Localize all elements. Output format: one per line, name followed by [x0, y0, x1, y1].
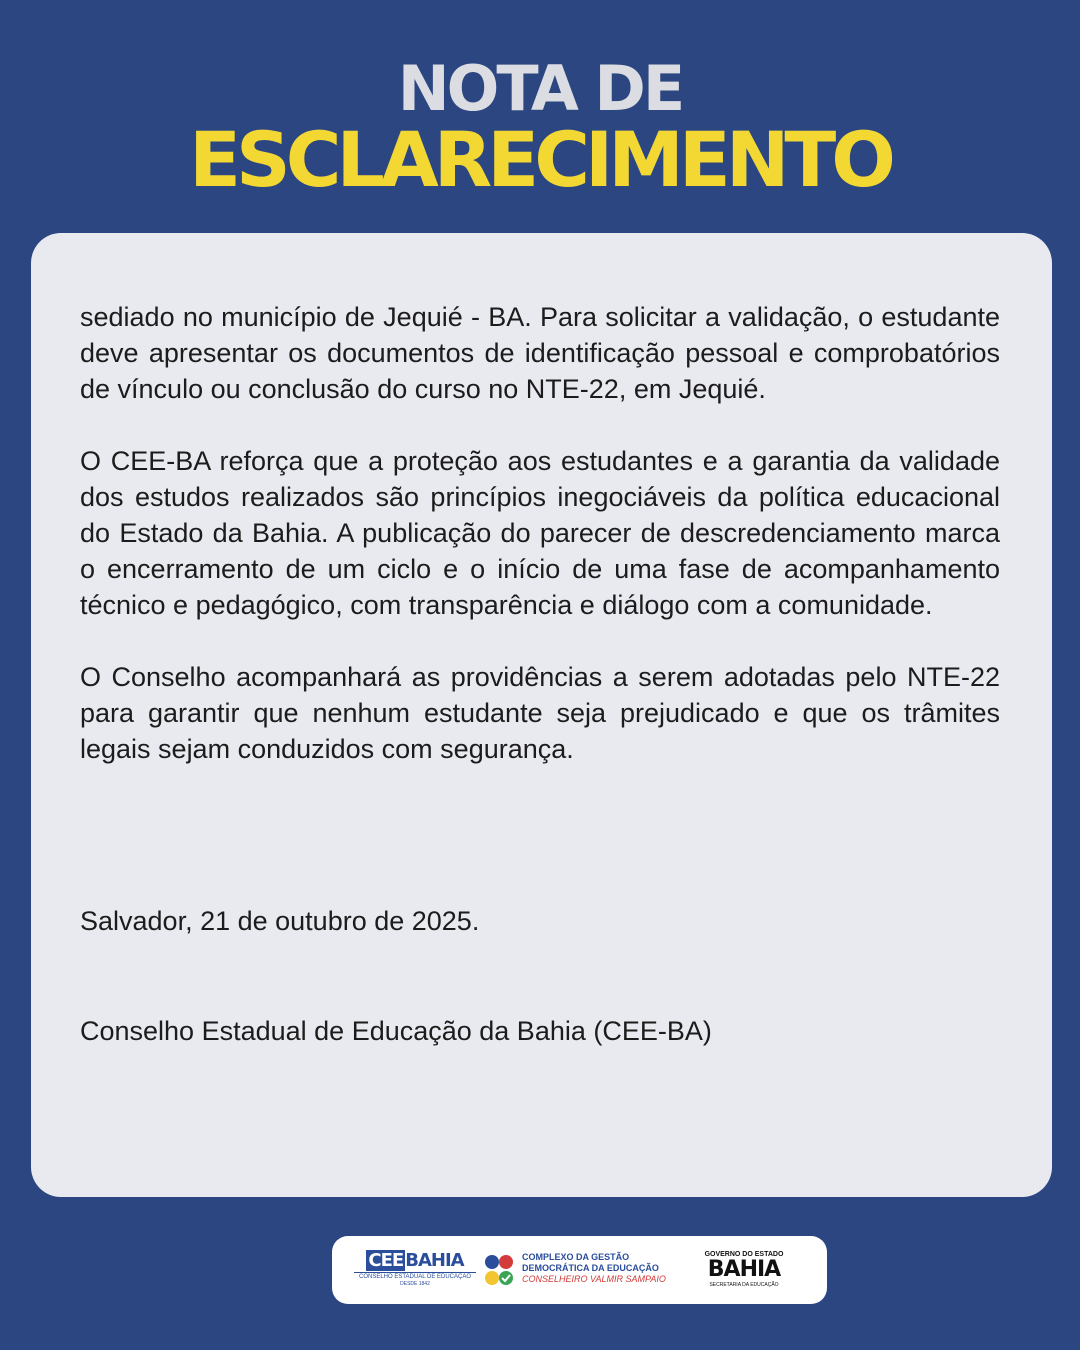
content-card: [31, 233, 1052, 1197]
paragraph-3: O Conselho acompanhará as providências a serem adotadas pelo NTE-22 para garantir que nenhum estudante seja prejudicado e que os trâmites legais sejam conduzidos com segurança.: [80, 662, 1000, 764]
paragraph-1: sediado no município de Jequié - BA. Para solicitar a validação, o estudante deve apresentar os documentos de identificação pessoal e comprobatórios de vínculo ou conclusão do curso no NTE-22, em Jequié.: [80, 302, 1000, 404]
governo-bottom: SECRETARIA DA EDUCAÇÃO: [709, 1282, 779, 1288]
speech-bubbles-icon: [482, 1250, 518, 1290]
paragraph-2: O CEE-BA reforça que a proteção aos estudantes e a garantia da validade dos estudos realizados são princípios inegociáveis da política educacional do Estado da Bahia. A publicação do parecer de descredenciamento marca o encerramento de um ciclo e o início de uma fase de acompanhamento técnico e pedagógico, com transparência e diálogo com a comunidade.: [80, 446, 1000, 620]
cee-logo-part1: CEE: [368, 1250, 404, 1271]
cee-logo-since: DESDE 1842: [400, 1281, 430, 1287]
cee-logo-subtitle: CONSELHO ESTADUAL DE EDUCAÇÃO: [354, 1272, 476, 1281]
complexo-logo: [482, 1250, 672, 1290]
logo-bar: [332, 1236, 827, 1304]
governo-bahia-logo: [685, 1250, 803, 1289]
cee-bahia-logo: [354, 1252, 476, 1287]
cee-logo-part2: BAHIA: [405, 1250, 464, 1271]
complexo-line-3: CONSELHEIRO VALMIR SAMPAIO: [522, 1274, 666, 1284]
page-title: [0, 52, 1080, 204]
governo-top: GOVERNO DO ESTADO: [704, 1251, 784, 1258]
complexo-line-2: DEMOCRÁTICA DA EDUCAÇÃO: [522, 1263, 659, 1273]
title-line-2: ESCLARECIMENTO: [189, 115, 891, 204]
body-text: [80, 299, 1000, 767]
governo-main: BAHIA: [707, 1257, 781, 1282]
complexo-line-1: COMPLEXO DA GESTÃO: [522, 1252, 630, 1262]
signature-line: Conselho Estadual de Educação da Bahia (CEE-BA): [80, 1016, 712, 1046]
date-line: Salvador, 21 de outubro de 2025.: [80, 906, 480, 936]
title-line-1: NOTA DE: [397, 52, 683, 125]
